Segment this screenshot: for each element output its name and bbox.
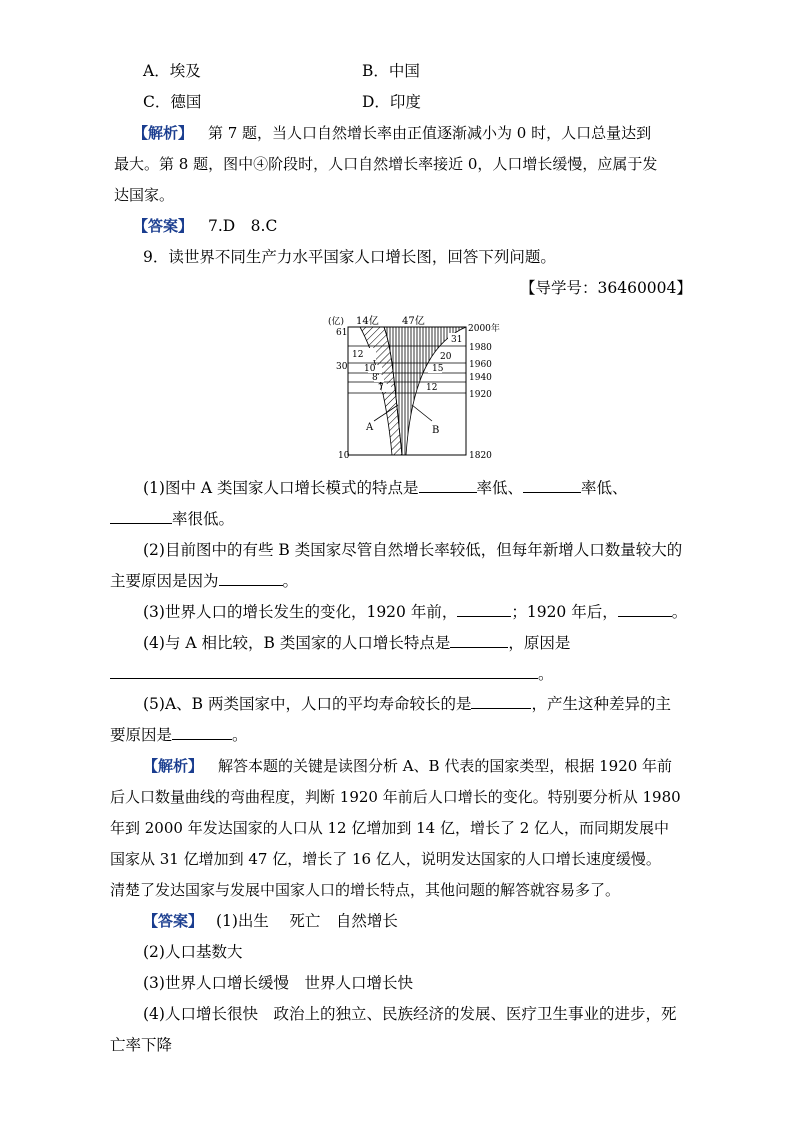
analysis-text-line: 年到 2000 年发达国家的人口从 12 亿增加到 14 亿，增长了 2 亿人，而同期发展中 [110,819,670,837]
answer-blank [172,725,232,740]
b-value: 12 [426,383,438,393]
subquestion-text: (5)A、B 两类国家中，人口的平均寿命较长的是 [143,695,472,713]
analysis-block-1 [133,123,651,143]
answer-text: 亡率下降 [110,1036,173,1054]
analysis-text-line: 最大。第 8 题，图中④阶段时，人口自然增长率接近 0，人口增长缓慢，应属于发 [114,155,658,173]
subquestion-2: (2)目前图中的有些 B 类国家尽管自然增长率较低，但每年新增人口数量较大的 [143,541,683,559]
subquestion-text: 主要原因是因为 [110,572,219,590]
answer-blank [457,602,511,617]
subquestion-4 [143,633,570,653]
subquestion-4-cont [110,664,554,684]
subquestion-text: 。 [232,726,248,744]
analysis-block-2 [143,756,672,776]
analysis-tag: 【解析】 [133,124,194,142]
subquestion-text: 。 [282,572,299,590]
subquestion-text: ，原因是 [508,634,571,652]
option-a: A．埃及 [143,62,201,80]
year-label: 1940 [469,373,492,383]
year-label: 1980 [469,343,492,353]
year-label: 2000年 [468,324,500,334]
answer-blank [219,571,283,586]
a-value: 8 [372,373,378,383]
top-label-b: 47亿 [402,316,425,327]
answer-blank [618,602,672,617]
answer-text: (4)人口增长很快 政治上的独立、民族经济的发展、医疗卫生事业的进步，死 [143,1005,677,1023]
subquestion-text: (3)世界人口的增长发生的变化，1920 年前， [143,603,458,621]
answer-text: (2)人口基数大 [143,943,243,961]
left-tick: 10 [338,451,350,459]
b-value: 20 [440,352,452,362]
subquestion-5 [143,694,671,714]
subquestion-text: 。 [538,665,554,683]
subquestion-5-cont [110,725,248,745]
label-a: A [366,422,374,433]
answer-blank [419,478,477,493]
left-tick: 61 [336,328,348,338]
subquestion-text: (4)与 A 相比较，B 类国家的人口增长特点是 [143,634,451,652]
answer-text: (3)世界人口增长缓慢 世界人口增长快 [143,974,413,992]
answer-blank [450,633,508,648]
population-growth-figure [320,309,520,459]
year-label: 1920 [469,390,492,400]
analysis-text-line: 解答本题的关键是读图分析 A、B 代表的国家类型，根据 1920 年前 [217,757,673,775]
year-label: 1820 [469,451,492,459]
analysis-text-line: 第 7 题，当人口自然增长率由正值逐渐减小为 0 时，人口总量达到 [207,124,652,142]
option-d: D．印度 [362,93,421,111]
subquestion-text: 率很低。 [172,510,235,528]
subquestion-text: 要原因是 [110,726,173,744]
a-value: 7 [378,383,384,393]
b-value: 31 [451,335,463,345]
label-b: B [432,425,440,436]
top-label-a: 14亿 [356,316,379,327]
answer-blank [110,509,172,524]
answer-block-1 [133,216,277,236]
option-b: B．中国 [362,62,420,80]
option-c: C．德国 [143,93,202,111]
analysis-text-line: 清楚了发达国家与发展中国家人口的增长特点，其他问题的解答就容易多了。 [110,881,621,899]
analysis-text-line: 达国家。 [114,186,175,204]
analysis-text-line: 后人口数量曲线的弯曲程度，判断 1920 年前后人口增长的变化。特别要分析从 1980 [110,788,681,806]
question-9-stem: 9．读世界不同生产力水平国家人口增长图，回答下列问题。 [143,248,556,266]
guide-number: 【导学号：36460004】 [520,279,692,297]
analysis-text-line: 国家从 31 亿增加到 47 亿，增长了 16 亿人，说明发达国家的人口增长速度缓慢。 [110,850,661,868]
subquestion-text: 率低、 [581,479,628,497]
subquestion-text: ，产生这种差异的主 [531,695,671,713]
a-value: 12 [352,350,364,360]
b-value: 15 [432,364,444,374]
subquestion-3 [143,602,687,622]
subquestion-text: 。 [671,603,688,621]
subquestion-text: ；1920 年后， [511,603,618,621]
answer-blank [110,664,538,679]
answer-tag: 【答案】 [133,217,194,235]
subquestion-text: (1)图中 A 类国家人口增长模式的特点是 [143,479,419,497]
analysis-tag: 【解析】 [143,757,204,775]
axis-unit-label: (亿) [328,317,345,327]
year-label: 1960 [469,360,492,370]
subquestion-2-cont [110,571,298,591]
answer-tag: 【答案】 [143,912,204,930]
a-value: 10 [364,364,376,374]
answer-text: (1)出生 死亡 自然增长 [215,912,398,930]
subquestion-text: 率低、 [476,479,524,497]
answer-blank [471,694,531,709]
answer-text: 7.D 8.C [207,217,278,235]
subquestion-1 [143,478,628,498]
answer-blank [523,478,581,493]
subquestion-1-cont [110,509,234,529]
left-tick: 30 [336,362,348,372]
answer-block-2 [143,911,398,931]
